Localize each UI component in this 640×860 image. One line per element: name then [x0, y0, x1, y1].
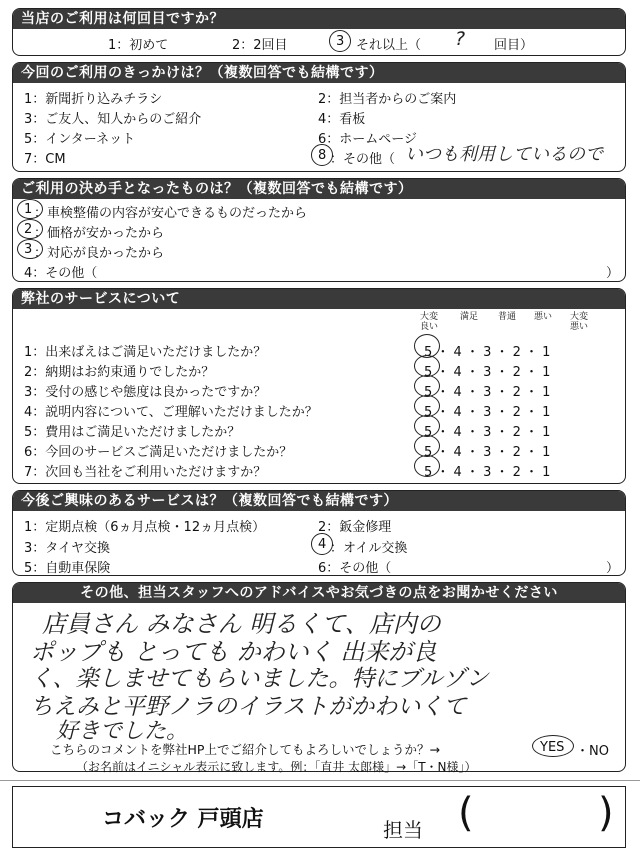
handwritten-comment-line: 店員さん みなさん 明るくて、店内の — [42, 610, 441, 638]
section-title: 当店のご利用は何回目ですか？ — [13, 9, 625, 29]
staff-paren-close: ) — [598, 790, 614, 836]
rating-question: 2：納期はお約束通りでしたか？ — [24, 365, 215, 380]
staff-paren-open: ( — [458, 790, 474, 836]
option-inspection-label: ：車検整備の内容が安心できるものだったから — [34, 206, 308, 221]
col-header-very-good: 大変良い — [419, 312, 438, 332]
col-header-bad: 悪い — [533, 312, 552, 322]
rating-scale[interactable]: 5 ・ 4 ・ 3 ・ 2 ・ 1 — [424, 445, 551, 460]
section-visit-count — [12, 8, 626, 56]
option-cm[interactable]: 7：CM — [24, 152, 66, 167]
option-service-number[interactable]: 3 — [24, 242, 33, 257]
rating-scale[interactable]: 5 ・ 4 ・ 3 ・ 2 ・ 1 — [424, 345, 551, 360]
handwritten-comment-line: ポップも とっても かわいく 出来が良 — [30, 638, 437, 666]
rating-scale[interactable]: 5 ・ 4 ・ 3 ・ 2 ・ 1 — [424, 385, 551, 400]
rating-scale[interactable]: 5 ・ 4 ・ 3 ・ 2 ・ 1 — [424, 425, 551, 440]
staff-label: 担当 — [383, 818, 423, 842]
selection-circle — [414, 375, 440, 397]
divider — [0, 780, 640, 781]
selection-circle — [414, 395, 440, 417]
option-second-visit[interactable]: 2：2回目 — [232, 38, 288, 53]
option-price-label: ：価格が安かったから — [34, 226, 165, 241]
rating-question: 4：説明内容について、ご理解いただけましたか？ — [24, 405, 318, 420]
option-other[interactable]: 4：その他（ — [24, 266, 98, 281]
handwritten-comment-line: く、楽しませてもらいました。特にブルゾン — [30, 666, 489, 692]
rating-question: 7：次回も当社をご利用いただけますか？ — [24, 465, 267, 480]
option-internet[interactable]: 5：インターネット — [24, 132, 136, 147]
section-title: その他、担当スタッフへのアドバイスやお気づきの点をお聞かせください — [13, 583, 625, 603]
section-title: 今後ご興味のあるサービスは？（複数回答でも結構です） — [13, 491, 625, 511]
initials-note: （お名前はイニシャル表示に致します。例：「直井 太郎様」→「T・N様」） — [76, 760, 477, 774]
handwritten-comment-line: 好きでした。 — [56, 719, 189, 744]
option-staff-guidance[interactable]: 2：担当者からのご案内 — [318, 92, 457, 107]
rating-question: 6：今回のサービスご満足いただけましたか？ — [24, 445, 293, 460]
col-header-very-bad: 大変悪い — [569, 312, 588, 332]
handwritten-comment-line: ちえみと平野ノラのイラストがかわいくて — [30, 694, 467, 720]
option-oil-number[interactable]: 4 — [318, 537, 327, 552]
option-friend-referral[interactable]: 3：ご友人、知人からのご紹介 — [24, 112, 202, 127]
section-title: 弊社のサービスについて — [13, 289, 625, 309]
selection-circle — [414, 415, 440, 437]
selection-circle — [414, 455, 440, 477]
section-title: ご利用の決め手となったものは？（複数回答でも結構です） — [13, 179, 625, 199]
option-sheet-metal[interactable]: 2：鈑金修理 — [318, 520, 392, 535]
option-price-number[interactable]: 2 — [24, 222, 33, 237]
option-inspection-number[interactable]: 1 — [24, 202, 33, 217]
rating-question: 5：費用はご満足いただけましたか？ — [24, 425, 241, 440]
rating-question: 1：出来ばえはご満足いただけましたか？ — [24, 345, 267, 360]
col-header-satisfied: 満足 — [459, 312, 478, 322]
option-car-insurance[interactable]: 5：自動車保険 — [24, 561, 111, 576]
rating-question: 3：受付の感じや態度は良かったですか？ — [24, 385, 267, 400]
option-signboard[interactable]: 4：看板 — [318, 112, 366, 127]
option-service-label: ：対応が良かったから — [34, 246, 165, 261]
handwritten-visit-count: ? — [455, 28, 466, 50]
col-header-normal: 普通 — [497, 312, 516, 322]
option-more-label: それ以上（ — [356, 38, 422, 53]
option-other-close: ） — [606, 266, 620, 281]
rating-scale[interactable]: 5 ・ 4 ・ 3 ・ 2 ・ 1 — [424, 405, 551, 420]
option-other-number[interactable]: 8 — [318, 148, 327, 163]
section-title: 今回のご利用のきっかけは？（複数回答でも結構です） — [13, 63, 625, 83]
option-oil-label: ：オイル交換 — [330, 541, 408, 556]
consent-yes[interactable]: YES — [540, 740, 565, 755]
option-other[interactable]: 6：その他（ — [318, 561, 392, 576]
selection-circle — [414, 435, 440, 457]
option-tire-change[interactable]: 3：タイヤ交換 — [24, 541, 111, 556]
option-other-label: ：その他（ — [330, 152, 396, 167]
consent-no[interactable]: ・NO — [576, 744, 609, 759]
selection-circle — [414, 355, 440, 377]
handwritten-other-reason: いつも利用しているので — [405, 144, 603, 165]
option-more-number[interactable]: 3 — [336, 34, 345, 49]
rating-scale[interactable]: 5 ・ 4 ・ 3 ・ 2 ・ 1 — [424, 365, 551, 380]
option-newspaper-flyer[interactable]: 1：新聞折り込みチラシ — [24, 92, 163, 107]
option-more-suffix: 回目） — [494, 38, 534, 53]
hp-consent-question: こちらのコメントを弊社HP上でご紹介してもよろしいでしょうか？→ — [50, 742, 440, 757]
option-homepage[interactable]: 6：ホームページ — [318, 132, 418, 147]
option-other-close: ） — [606, 561, 620, 576]
option-periodic-inspection[interactable]: 1：定期点検（6ヵ月点検・12ヵ月点検） — [24, 520, 266, 535]
rating-scale[interactable]: 5 ・ 4 ・ 3 ・ 2 ・ 1 — [424, 465, 551, 480]
store-name: コバック 戸頭店 — [102, 807, 264, 832]
option-first-visit[interactable]: 1：初めて — [108, 38, 169, 53]
